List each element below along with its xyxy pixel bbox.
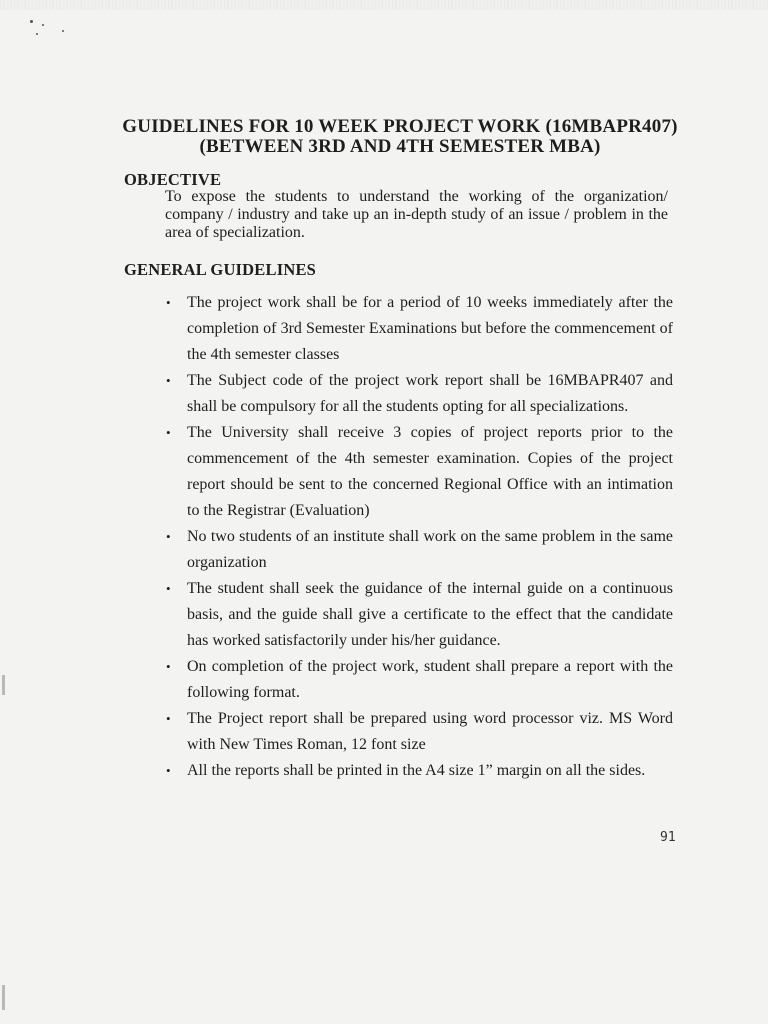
guideline-text: The Subject code of the project work report shall be 16MBAPR407 and shall be compulsory for all the students opting for all specializations. [187,372,673,415]
bullet-icon: • [166,659,171,674]
guideline-item [166,654,673,706]
guidelines-list [0,290,768,784]
bullet-icon: • [166,529,171,544]
document-title-line1: GUIDELINES FOR 10 WEEK PROJECT WORK (16MBAPR407) [122,116,678,137]
guideline-item [166,706,673,758]
guideline-text: No two students of an institute shall work on the same problem in the same organization [187,528,673,571]
bullet-icon: • [166,295,171,310]
guideline-item [166,368,673,420]
guideline-item [166,420,673,524]
document-title-line2: (BETWEEN 3RD AND 4TH SEMESTER MBA) [199,136,601,157]
guideline-text: The project work shall be for a period of 10 weeks immediately after the completion of 3rd Semester Examinations but before the commencement of the 4th semester classes [187,294,673,363]
guideline-text: On completion of the project work, student shall prepare a report with the following format. [187,658,673,701]
bullet-icon: • [166,711,171,726]
guideline-item [166,290,673,368]
objective-heading: OBJECTIVE [124,170,222,189]
objective-text: To expose the students to understand the working of the organization/ company / industry and take up an in-depth study of an issue / problem in the area of specialization. [165,188,668,241]
guideline-text: The Project report shall be prepared using word processor viz. MS Word with New Times Roman, 12 font size [187,710,673,753]
guideline-text: The University shall receive 3 copies of project reports prior to the commencement of the 4th semester examination. Copies of the project report should be sent to the concerned Regional Office with an intimation to the Registrar (Evaluation) [187,424,673,519]
general-guidelines-heading: GENERAL GUIDELINES [124,260,317,279]
guideline-text: All the reports shall be printed in the A4 size 1” margin on all the sides. [187,762,646,779]
bullet-icon: • [166,425,171,440]
bullet-icon: • [166,581,171,596]
guideline-item [166,758,673,784]
guideline-item [166,576,673,654]
guideline-item [166,524,673,576]
guideline-text: The student shall seek the guidance of the internal guide on a continuous basis, and the guide shall give a certificate to the effect that the candidate has worked satisfactorily under his/her guidance. [187,580,673,649]
bullet-icon: • [166,763,171,778]
bullet-icon: • [166,373,171,388]
page-number: 91 [660,830,676,845]
